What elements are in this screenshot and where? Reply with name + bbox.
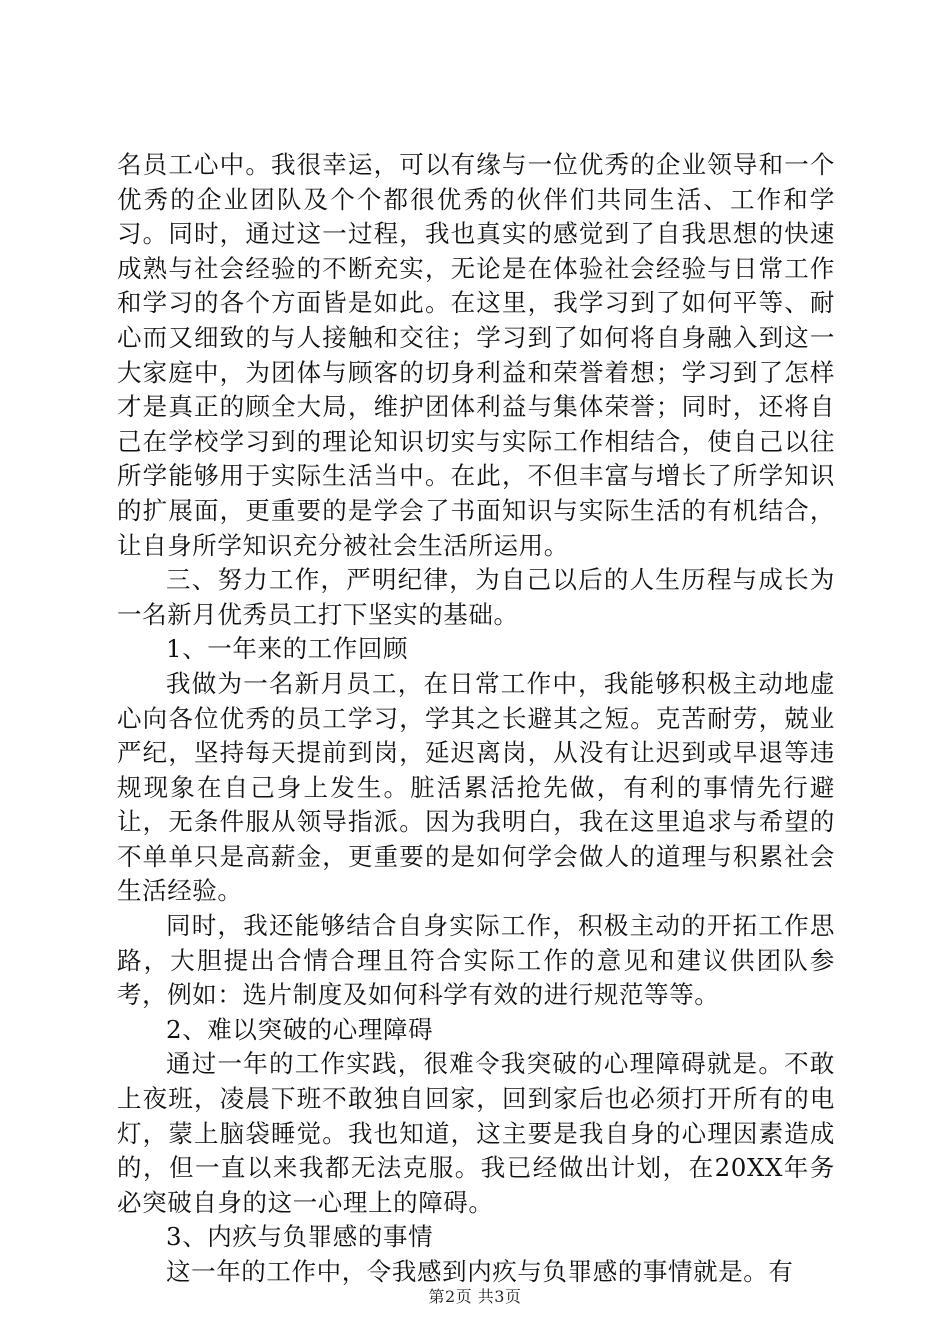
subheading-guilt: 3、内疚与负罪感的事情 (166, 1222, 434, 1252)
paragraph-guilt: 这一年的工作中，令我感到内疚与负罪感的事情就是。有 (166, 1257, 794, 1286)
page-number-footer: 第2页 共3页 (428, 1287, 522, 1306)
paragraph-intro-continuation: 名员工心中。我很幸运，可以有缘与一位优秀的企业领导和一个优秀的企业团队及个个都很优秀的伙伴们共同生活、工作和学习。同时，通过这一过程，我也真实的感觉到了自我思想的快速成熟与社会经验的不断充实，无论是在体验社会经验与日常工作和学习的各个方面皆是如此。在这里，我学习到了如何平等、耐心而又细致的与人接触和交往；学习到了如何将自身融入到这一大家庭中，为团体与顾客的切身利益和荣誉着想；学习到了怎样才是真正的顾全大局，维护团体利益与集体荣誉；同时，还将自己在学校学习到的理论知识切实与实际工作相结合，使自己以往所学能够用于实际生活当中。在此，不但丰富与增长了所学知识的扩展面，更重要的是学会了书面知识与实际生活的有机结合，让自身所学知识充分被社会生活所运用。 (117, 150, 835, 560)
document-body (117, 148, 835, 1290)
paragraph-psychological-barrier: 通过一年的工作实践，很难令我突破的心理障碍就是。不敢上夜班，凌晨下班不敢独自回家，回到家后也必须打开所有的电灯，蒙上脑袋睡觉。我也知道，这主要是我自身的心理因素造成的，但一直以来我都无法克服。我已经做出计划，在20XX年务必突破自身的这一心理上的障碍。 (117, 1049, 835, 1217)
paragraph-work-review: 我做为一名新月员工，在日常工作中，我能够积极主动地虚心向各位优秀的员工学习，学其之长避其之短。克苦耐劳，兢业严纪，坚持每天提前到岗，延迟离岗，从没有让迟到或早退等违规现象在自己身上发生。脏活累活抢先做，有利的事情先行避让，无条件服从领导指派。因为我明白，我在这里追求与希望的不单单只是高薪金，更重要的是如何学会做人的道理与积累社会生活经验。 (117, 668, 835, 906)
subheading-work-review: 1、一年来的工作回顾 (166, 634, 409, 664)
subheading-psychological-barrier: 2、难以突破的心理障碍 (166, 1014, 434, 1044)
section-heading-three: 三、努力工作，严明纪律，为自己以后的人生历程与成长为一名新月优秀员工打下坚实的基础。 (117, 565, 835, 629)
paragraph-suggestions: 同时，我还能够结合自身实际工作，积极主动的开拓工作思路，大胆提出合情合理且符合实际工作的意见和建议供团队参考，例如：选片制度及如何科学有效的进行规范等等。 (117, 911, 835, 1010)
